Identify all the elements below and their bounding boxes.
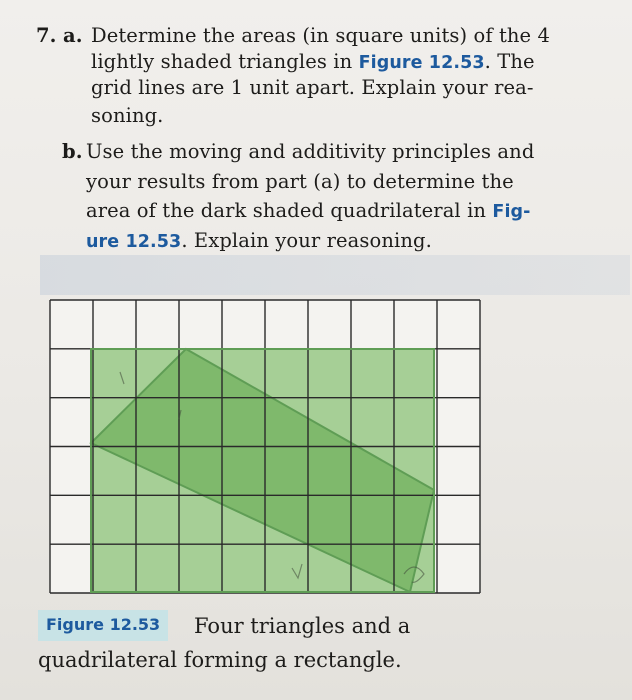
figure-reference-b-end: ure 12.53 xyxy=(86,232,182,252)
part-b-line-2: your results from part (a) to determine the xyxy=(86,170,514,193)
caption-text-line-2: quadrilateral forming a rectangle. xyxy=(38,648,402,672)
part-a-label: a. xyxy=(63,24,83,47)
part-a-line-4: soning. xyxy=(91,104,164,127)
exercise-number: 7. xyxy=(36,24,57,47)
part-b-label: b. xyxy=(62,140,83,163)
part-b-line-1: Use the moving and additivity principles and xyxy=(86,140,535,163)
part-b-line-3-text: area of the dark shaded quadrilateral in xyxy=(86,199,487,222)
part-a-line-3: grid lines are 1 unit apart. Explain your rea- xyxy=(91,76,534,99)
figure-reference-b-start: Fig- xyxy=(492,202,531,222)
figure-reference-a: Figure 12.53 xyxy=(358,53,485,73)
part-a-line-1: Determine the areas (in square units) of the 4 xyxy=(91,24,550,47)
part-a-line-2-tail: . The xyxy=(484,50,535,73)
caption-label: Figure 12.53 xyxy=(38,610,168,641)
part-b-line-4-tail: . Explain your reasoning. xyxy=(181,229,432,252)
caption-text-line-1: Four triangles and a xyxy=(194,614,411,638)
part-a-line-2-text: lightly shaded triangles in xyxy=(91,50,353,73)
